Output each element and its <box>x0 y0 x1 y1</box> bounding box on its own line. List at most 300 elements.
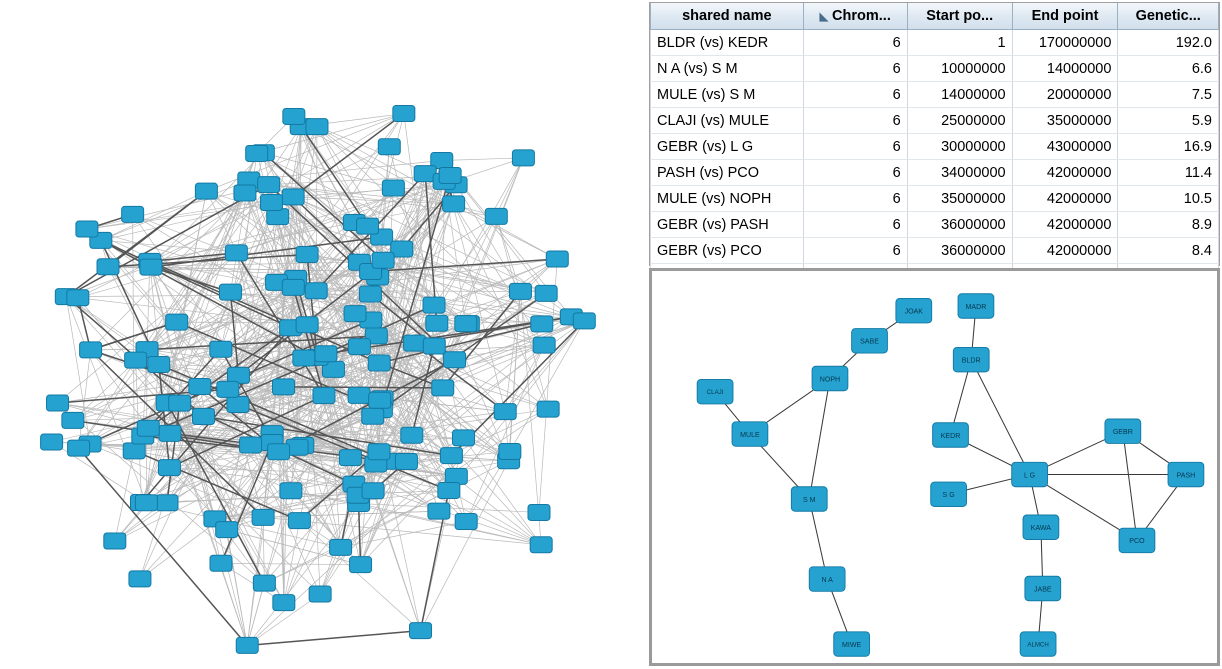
large-network-node-shape[interactable] <box>123 443 145 459</box>
large-network-node[interactable] <box>252 509 274 525</box>
large-network-node[interactable] <box>76 221 98 237</box>
small-network-node[interactable] <box>1105 419 1141 443</box>
large-network-node-shape[interactable] <box>68 440 90 456</box>
small-network-edges <box>715 303 1186 644</box>
large-network-node-shape[interactable] <box>393 106 415 122</box>
large-network-node[interactable] <box>97 259 119 275</box>
large-network-node-shape[interactable] <box>219 284 241 300</box>
table-cell-start_point: 30000000 <box>907 134 1012 160</box>
small-network-node[interactable] <box>791 487 827 511</box>
large-network-node-shape[interactable] <box>252 509 274 525</box>
table-cell-chromosome: 6 <box>803 82 907 108</box>
large-network-node-shape[interactable] <box>227 397 249 413</box>
large-network-node-shape[interactable] <box>432 380 454 396</box>
large-network-node[interactable] <box>305 283 327 299</box>
large-network-node[interactable] <box>428 503 450 519</box>
large-network-node[interactable] <box>195 183 217 199</box>
large-network-node-shape[interactable] <box>369 392 391 408</box>
large-network-node[interactable] <box>438 482 460 498</box>
table-cell-start_point: 25000000 <box>907 108 1012 134</box>
small-network-node-label: S M <box>802 496 816 504</box>
large-network-node[interactable] <box>217 381 239 397</box>
large-network-node[interactable] <box>122 206 144 222</box>
large-network-node[interactable] <box>423 297 445 313</box>
large-network-node[interactable] <box>47 395 69 411</box>
large-network-node-shape[interactable] <box>453 430 475 446</box>
large-network-node-shape[interactable] <box>531 316 553 332</box>
large-network-node[interactable] <box>410 623 432 639</box>
column-header-chromosome-label: Chrom... <box>832 8 891 24</box>
large-network-node-shape[interactable] <box>122 206 144 222</box>
large-network-node-shape[interactable] <box>282 279 304 295</box>
large-network-node-shape[interactable] <box>296 247 318 263</box>
large-network-node-shape[interactable] <box>423 297 445 313</box>
large-network-node-shape[interactable] <box>444 352 466 368</box>
results-table[interactable] <box>650 3 1219 290</box>
large-network-node[interactable] <box>359 286 381 302</box>
column-header-chromosome[interactable] <box>803 3 907 30</box>
small-network-node-label: KEDR <box>940 432 961 440</box>
large-network-node[interactable] <box>443 196 465 212</box>
large-network-node-shape[interactable] <box>195 183 217 199</box>
large-network-node-shape[interactable] <box>485 208 507 224</box>
large-network-node[interactable] <box>432 380 454 396</box>
table-row[interactable] <box>651 82 1219 108</box>
large-network-node[interactable] <box>509 283 531 299</box>
large-network-node-shape[interactable] <box>509 283 531 299</box>
large-network-node[interactable] <box>268 444 290 460</box>
large-network-node-shape[interactable] <box>41 434 63 450</box>
small-network-node[interactable] <box>697 379 733 403</box>
large-network-node[interactable] <box>426 315 448 331</box>
small-network-graph-panel[interactable] <box>649 268 1220 666</box>
large-network-node-shape[interactable] <box>362 483 384 499</box>
table-row[interactable] <box>651 238 1219 264</box>
table-row[interactable] <box>651 160 1219 186</box>
large-network-node-shape[interactable] <box>210 555 232 571</box>
large-network-node-shape[interactable] <box>330 539 352 555</box>
large-network-node[interactable] <box>309 586 331 602</box>
small-network-node-label: ALMCH <box>1027 641 1049 649</box>
large-network-node-shape[interactable] <box>273 595 295 611</box>
table-cell-shared_name: MULE (vs) NOPH <box>651 186 804 212</box>
table-cell-genetic: 8.4 <box>1118 238 1219 264</box>
large-network-node-shape[interactable] <box>372 252 394 268</box>
large-network-node-shape[interactable] <box>350 557 372 573</box>
large-network-node[interactable] <box>453 430 475 446</box>
large-network-node-shape[interactable] <box>339 450 361 466</box>
results-table-panel[interactable] <box>649 2 1220 266</box>
large-network-node[interactable] <box>125 352 147 368</box>
small-network-node[interactable] <box>931 482 967 506</box>
small-network-node[interactable] <box>1023 515 1059 539</box>
small-network-node-label: PASH <box>1176 472 1196 480</box>
large-network-node-shape[interactable] <box>438 482 460 498</box>
large-network-node-shape[interactable] <box>76 221 98 237</box>
large-network-node[interactable] <box>485 208 507 224</box>
large-network-node[interactable] <box>455 316 477 332</box>
large-network-node[interactable] <box>330 539 352 555</box>
large-network-node[interactable] <box>382 180 404 196</box>
table-cell-shared_name: GEBR (vs) L G <box>651 134 804 160</box>
table-row[interactable] <box>651 186 1219 212</box>
large-network-node[interactable] <box>282 279 304 295</box>
large-network-node[interactable] <box>445 468 467 484</box>
large-network-node[interactable] <box>236 637 258 653</box>
large-network-node[interactable] <box>362 483 384 499</box>
large-network-node-shape[interactable] <box>404 335 426 351</box>
table-row[interactable] <box>651 108 1219 134</box>
large-network-node-shape[interactable] <box>357 218 379 234</box>
small-network-edge <box>1123 431 1137 540</box>
small-network-node[interactable] <box>834 632 870 656</box>
small-network-node-label: L G <box>1024 472 1036 480</box>
large-network-edge <box>505 321 584 412</box>
table-row[interactable] <box>651 134 1219 160</box>
table-cell-chromosome: 6 <box>803 56 907 82</box>
large-network-node[interactable] <box>531 316 553 332</box>
large-network-node[interactable] <box>68 440 90 456</box>
large-network-node[interactable] <box>280 483 302 499</box>
small-network-node-label: GEBR <box>1112 429 1133 437</box>
large-network-node[interactable] <box>344 306 366 322</box>
large-network-node-shape[interactable] <box>401 427 423 443</box>
small-network-node[interactable] <box>958 294 994 318</box>
large-network-node-shape[interactable] <box>533 337 555 353</box>
large-network-node[interactable] <box>62 412 84 428</box>
large-network-node[interactable] <box>313 388 335 404</box>
table-cell-start_point: 36000000 <box>907 212 1012 238</box>
large-network-node[interactable] <box>283 108 305 124</box>
large-network-node-shape[interactable] <box>423 338 445 354</box>
large-network-node[interactable] <box>362 408 384 424</box>
large-network-node-shape[interactable] <box>305 283 327 299</box>
large-network-node[interactable] <box>573 313 595 329</box>
large-network-node-shape[interactable] <box>283 108 305 124</box>
large-network-node-shape[interactable] <box>62 412 84 428</box>
large-network-node[interactable] <box>444 352 466 368</box>
table-cell-end_point: 170000000 <box>1012 30 1118 56</box>
table-cell-end_point: 43000000 <box>1012 134 1118 160</box>
large-network-node[interactable] <box>123 443 145 459</box>
large-network-node-shape[interactable] <box>530 537 552 553</box>
large-network-node-shape[interactable] <box>428 503 450 519</box>
large-network-node[interactable] <box>258 177 280 193</box>
large-network-node[interactable] <box>159 425 181 441</box>
small-network-node[interactable] <box>1119 528 1155 552</box>
large-network-node[interactable] <box>368 444 390 460</box>
column-header-shared-name-label: shared name <box>682 8 772 24</box>
large-network-node-shape[interactable] <box>455 316 477 332</box>
large-network-node[interactable] <box>288 513 310 529</box>
large-network-node-shape[interactable] <box>236 637 258 653</box>
table-cell-genetic: 11.4 <box>1118 160 1219 186</box>
large-network-node-shape[interactable] <box>140 259 162 275</box>
large-network-node-shape[interactable] <box>273 379 295 395</box>
large-network-node-shape[interactable] <box>368 444 390 460</box>
table-body[interactable] <box>651 30 1219 290</box>
large-network-node[interactable] <box>339 450 361 466</box>
large-network-node-shape[interactable] <box>240 437 262 453</box>
large-network-node[interactable] <box>499 443 521 459</box>
small-network-node[interactable] <box>933 423 969 447</box>
large-network-node[interactable] <box>348 339 370 355</box>
large-network-node-shape[interactable] <box>344 306 366 322</box>
large-network-node-shape[interactable] <box>535 285 557 301</box>
large-network-node-shape[interactable] <box>528 504 550 520</box>
large-network-node-shape[interactable] <box>137 420 159 436</box>
large-network-node-shape[interactable] <box>443 196 465 212</box>
large-network-edge <box>101 191 207 240</box>
large-network-node[interactable] <box>189 378 211 394</box>
large-network-node-shape[interactable] <box>158 460 180 476</box>
large-network-node[interactable] <box>393 106 415 122</box>
large-network-node-shape[interactable] <box>362 408 384 424</box>
large-network-node[interactable] <box>104 533 126 549</box>
small-network-node-label: NOPH <box>819 376 841 384</box>
large-network-node-shape[interactable] <box>410 623 432 639</box>
large-network-node[interactable] <box>368 355 390 371</box>
large-network-node-shape[interactable] <box>104 533 126 549</box>
large-network-node-shape[interactable] <box>234 185 256 201</box>
table-header-row <box>651 3 1219 30</box>
large-network-node-shape[interactable] <box>67 290 89 306</box>
table-cell-end_point: 42000000 <box>1012 186 1118 212</box>
large-network-node[interactable] <box>546 251 568 267</box>
small-network-node[interactable] <box>732 422 768 446</box>
large-network-node[interactable] <box>225 245 247 261</box>
large-network-node[interactable] <box>401 427 423 443</box>
large-network-node[interactable] <box>440 448 462 464</box>
large-network-node-shape[interactable] <box>192 408 214 424</box>
large-network-node-shape[interactable] <box>216 522 238 538</box>
table-row[interactable] <box>651 30 1219 56</box>
large-network-node-shape[interactable] <box>426 315 448 331</box>
large-network-node-shape[interactable] <box>80 342 102 358</box>
column-header-start-point-label: Start po... <box>926 8 994 24</box>
large-network-node-shape[interactable] <box>135 495 157 511</box>
large-network-node-shape[interactable] <box>348 387 370 403</box>
table-row[interactable] <box>651 56 1219 82</box>
column-header-start-point[interactable] <box>907 3 1012 30</box>
small-network-node[interactable] <box>852 329 888 353</box>
large-network-node-shape[interactable] <box>395 453 417 469</box>
large-network-node[interactable] <box>395 453 417 469</box>
large-network-node-shape[interactable] <box>368 355 390 371</box>
table-cell-chromosome: 6 <box>803 134 907 160</box>
large-network-node[interactable] <box>219 284 241 300</box>
large-network-node-shape[interactable] <box>166 314 188 330</box>
large-network-node-shape[interactable] <box>439 167 461 183</box>
large-network-node-shape[interactable] <box>499 443 521 459</box>
large-network-node[interactable] <box>282 189 304 205</box>
table-cell-end_point: 42000000 <box>1012 160 1118 186</box>
large-network-node-shape[interactable] <box>225 245 247 261</box>
large-network-node[interactable] <box>512 150 534 166</box>
large-network-node[interactable] <box>369 392 391 408</box>
large-network-node[interactable] <box>296 247 318 263</box>
small-network-node-label: SABE <box>860 338 879 346</box>
large-network-node-shape[interactable] <box>359 286 381 302</box>
large-network-node[interactable] <box>41 434 63 450</box>
large-network-node[interactable] <box>404 335 426 351</box>
large-network-node-shape[interactable] <box>288 513 310 529</box>
large-network-node-shape[interactable] <box>306 119 328 135</box>
table-cell-start_point: 14000000 <box>907 82 1012 108</box>
large-network-node[interactable] <box>210 555 232 571</box>
large-network-node-shape[interactable] <box>378 139 400 155</box>
table-cell-start_point: 1 <box>907 30 1012 56</box>
large-network-node-shape[interactable] <box>382 180 404 196</box>
table-cell-start_point: 34000000 <box>907 160 1012 186</box>
large-network-node-shape[interactable] <box>440 448 462 464</box>
large-network-node-shape[interactable] <box>148 356 170 372</box>
table-cell-end_point: 35000000 <box>1012 108 1118 134</box>
table-cell-genetic: 10.5 <box>1118 186 1219 212</box>
large-network-node[interactable] <box>350 557 372 573</box>
table-cell-end_point: 20000000 <box>1012 82 1118 108</box>
large-network-node[interactable] <box>455 513 477 529</box>
small-network-node[interactable] <box>1025 576 1061 600</box>
large-network-node-shape[interactable] <box>159 425 181 441</box>
large-network-node[interactable] <box>372 252 394 268</box>
large-network-node-shape[interactable] <box>189 378 211 394</box>
table-cell-end_point: 42000000 <box>1012 212 1118 238</box>
large-network-node-shape[interactable] <box>494 404 516 420</box>
large-network-node-shape[interactable] <box>210 341 232 357</box>
large-network-node[interactable] <box>348 387 370 403</box>
large-network-node[interactable] <box>148 356 170 372</box>
large-network-node-shape[interactable] <box>315 346 337 362</box>
large-network-node[interactable] <box>227 397 249 413</box>
small-network-node[interactable] <box>953 347 989 371</box>
large-network-node-shape[interactable] <box>217 381 239 397</box>
large-network-node-shape[interactable] <box>445 468 467 484</box>
large-network-node[interactable] <box>192 408 214 424</box>
large-network-node-shape[interactable] <box>512 150 534 166</box>
large-network-node-shape[interactable] <box>253 575 275 591</box>
small-network-node[interactable] <box>809 567 845 591</box>
large-network-node[interactable] <box>378 139 400 155</box>
large-network-node-shape[interactable] <box>47 395 69 411</box>
large-network-node[interactable] <box>210 341 232 357</box>
large-network-node[interactable] <box>494 404 516 420</box>
large-network-node-shape[interactable] <box>296 317 318 333</box>
large-network-node[interactable] <box>234 185 256 201</box>
large-network-node-shape[interactable] <box>546 251 568 267</box>
large-network-node[interactable] <box>306 119 328 135</box>
large-network-node[interactable] <box>67 290 89 306</box>
small-network-node-label: N A <box>821 576 833 584</box>
large-network-node[interactable] <box>537 401 559 417</box>
small-network-node-label: CLAJI <box>706 389 724 397</box>
large-network-node[interactable] <box>169 395 191 411</box>
large-network-node-shape[interactable] <box>309 586 331 602</box>
large-network-node-shape[interactable] <box>313 388 335 404</box>
small-network-node-label: JABE <box>1033 586 1052 594</box>
large-network-node-shape[interactable] <box>156 495 178 511</box>
large-network-node[interactable] <box>135 495 157 511</box>
large-network-node[interactable] <box>530 537 552 553</box>
large-network-edge <box>291 491 541 545</box>
large-network-edge <box>442 158 524 161</box>
large-network-node[interactable] <box>293 350 315 366</box>
large-network-node-shape[interactable] <box>282 189 304 205</box>
large-network-node[interactable] <box>156 495 178 511</box>
large-network-node[interactable] <box>260 194 282 210</box>
large-network-node-shape[interactable] <box>260 194 282 210</box>
large-network-node-shape[interactable] <box>348 339 370 355</box>
large-network-node[interactable] <box>166 314 188 330</box>
large-network-node[interactable] <box>267 209 289 225</box>
large-network-edge <box>443 291 521 387</box>
table-cell-chromosome: 6 <box>803 30 907 56</box>
large-network-node[interactable] <box>240 437 262 453</box>
large-network-node-shape[interactable] <box>455 513 477 529</box>
small-network-node[interactable] <box>812 366 848 390</box>
large-network-node[interactable] <box>357 218 379 234</box>
large-network-node-shape[interactable] <box>537 401 559 417</box>
table-cell-shared_name: GEBR (vs) PASH <box>651 212 804 238</box>
large-network-node-shape[interactable] <box>97 259 119 275</box>
large-network-node[interactable] <box>296 317 318 333</box>
small-network-node[interactable] <box>1020 632 1056 656</box>
column-header-end-point[interactable] <box>1012 3 1118 30</box>
large-network-node[interactable] <box>253 575 275 591</box>
filter-icon[interactable]: ◣ <box>819 10 829 23</box>
large-network-node[interactable] <box>273 595 295 611</box>
large-network-node-shape[interactable] <box>169 395 191 411</box>
large-network-node[interactable] <box>137 420 159 436</box>
large-network-node[interactable] <box>273 379 295 395</box>
large-network-node-shape[interactable] <box>129 571 151 587</box>
small-network-node[interactable] <box>1168 462 1204 486</box>
column-header-shared-name[interactable] <box>651 3 804 30</box>
large-network-node[interactable] <box>129 571 151 587</box>
table-cell-genetic: 8.9 <box>1118 212 1219 238</box>
large-network-node[interactable] <box>80 342 102 358</box>
large-network-node[interactable] <box>315 346 337 362</box>
large-network-node-shape[interactable] <box>246 145 268 161</box>
large-network-node-shape[interactable] <box>280 483 302 499</box>
large-network-node[interactable] <box>140 259 162 275</box>
small-network-node[interactable] <box>1012 462 1048 486</box>
large-network-node[interactable] <box>158 460 180 476</box>
table-row[interactable] <box>651 212 1219 238</box>
large-network-edge <box>317 127 368 226</box>
large-network-node-shape[interactable] <box>267 209 289 225</box>
large-network-node-shape[interactable] <box>268 444 290 460</box>
small-network-canvas[interactable] <box>652 271 1217 663</box>
large-network-node[interactable] <box>439 167 461 183</box>
small-network-node[interactable] <box>896 298 932 322</box>
large-network-node[interactable] <box>246 145 268 161</box>
large-network-node[interactable] <box>423 338 445 354</box>
table-cell-chromosome: 6 <box>803 108 907 134</box>
large-network-node[interactable] <box>533 337 555 353</box>
large-network-node-shape[interactable] <box>125 352 147 368</box>
large-network-edge <box>393 188 508 461</box>
large-network-node[interactable] <box>216 522 238 538</box>
column-header-genetic[interactable] <box>1118 3 1219 30</box>
large-network-node[interactable] <box>535 285 557 301</box>
large-network-node-shape[interactable] <box>258 177 280 193</box>
large-network-node-shape[interactable] <box>293 350 315 366</box>
column-header-end-point-label: End point <box>1031 8 1099 24</box>
large-network-node[interactable] <box>528 504 550 520</box>
small-network-node-label: JOAK <box>904 308 923 316</box>
large-network-node-shape[interactable] <box>573 313 595 329</box>
